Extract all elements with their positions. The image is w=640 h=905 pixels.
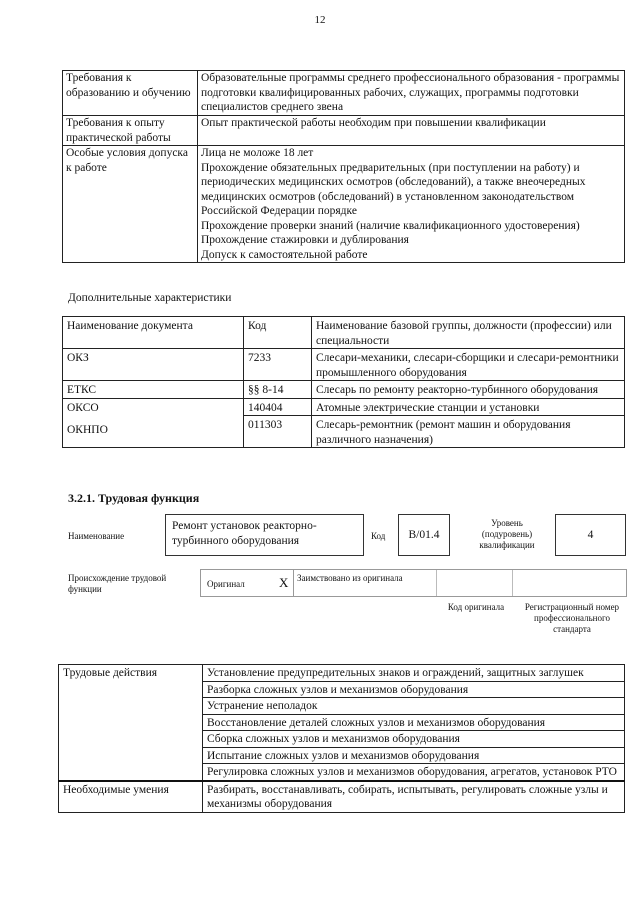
cell: 7233 <box>244 349 312 381</box>
borrowed-label: Заимствовано из оригинала <box>297 573 403 583</box>
table-row <box>59 781 625 813</box>
row-label: Трудовые действия <box>59 665 203 781</box>
cell: §§ 8-14 <box>244 381 312 399</box>
cell: ОКЗ <box>63 349 244 381</box>
page-number: 12 <box>314 14 326 26</box>
doc-name: ОКНПО <box>67 423 108 436</box>
cell: ЕТКС <box>63 381 244 399</box>
reg-number-label: Регистрационный номер профессионального стандарта <box>524 602 620 634</box>
condition-line: Лица не моложе 18 лет <box>201 147 314 159</box>
cell: Атомные электрические станции и установки <box>312 398 625 416</box>
original-label: Оригинал <box>207 579 245 589</box>
section-title: 3.2.1. Трудовая функция <box>68 491 200 505</box>
row-label: Особые условия допуска к работе <box>63 146 198 263</box>
header-cell: Наименование документа <box>63 317 244 349</box>
table-header-row <box>63 317 625 349</box>
function-code: В/01.4 <box>398 514 450 556</box>
table-row <box>63 381 625 399</box>
actions-table <box>58 664 625 813</box>
condition-line: Допуск к самостоятельной работе <box>201 248 368 261</box>
cell: Испытание сложных узлов и механизмов оборудования <box>203 747 625 764</box>
row-value: Опыт практической работы необходим при повышении квалификации <box>198 116 625 146</box>
table-row <box>63 71 625 116</box>
header-cell: Код <box>244 317 312 349</box>
cell: Устранение неполадок <box>203 698 625 715</box>
table-row <box>63 116 625 146</box>
cell: 140404 <box>244 398 312 416</box>
table-row <box>59 665 625 682</box>
row-value: Образовательные программы среднего профессионального образования - программы подготовки квалифицированных рабочих, служащих, программы подготовки специалистов среднего звена <box>198 71 625 116</box>
row-label: Требования к образованию и обучению <box>63 71 198 116</box>
condition-line: Прохождение стажировки и дублирования <box>201 234 409 246</box>
row-value <box>198 146 625 263</box>
cell: Слесари-механики, слесари-сборщики и слесари-ремонтники промышленного оборудования <box>312 349 625 381</box>
cell: Слесарь по ремонту реакторно-турбинного оборудования <box>312 381 625 399</box>
condition-line: Прохождение проверки знаний (наличие квалификационного удостоверения) <box>201 219 580 232</box>
condition-line: Прохождение обязательных предварительных (при поступлении на работу) и периодических медицинских осмотров (обследований), а также внеочередных медицинских осмотров (обследований) в установленном законодательством Российской Федерации порядке <box>201 161 586 217</box>
cell: Сборка сложных узлов и механизмов оборудования <box>203 731 625 748</box>
table-row <box>63 349 625 381</box>
doc-name: ОКСО <box>67 401 99 414</box>
cell: Установление предупредительных знаков и ограждений, защитных заглушек <box>203 665 625 682</box>
origin-label: Происхождение трудовой функции <box>68 573 167 594</box>
divider <box>436 570 437 596</box>
cell <box>63 398 244 448</box>
divider <box>293 570 294 596</box>
original-mark: X <box>279 575 289 590</box>
cell: 011303 <box>244 416 312 448</box>
cell: Регулировка сложных узлов и механизмов оборудования, агрегатов, установок РТО <box>203 764 625 781</box>
cell: Восстановление деталей сложных узлов и механизмов оборудования <box>203 714 625 731</box>
level-value: 4 <box>555 514 626 556</box>
cell: Разборка сложных узлов и механизмов оборудования <box>203 681 625 698</box>
table-row <box>63 398 625 416</box>
origin-row <box>200 569 627 597</box>
level-label: Уровень (подуровень) квалификации <box>479 518 535 550</box>
code-original-label: Код оригинала <box>447 602 505 612</box>
additional-table <box>62 316 625 448</box>
requirements-table <box>62 70 625 263</box>
header-cell: Наименование базовой группы, должности (профессии) или специальности <box>312 317 625 349</box>
function-name: Ремонт установок реакторно-турбинного оборудования <box>165 514 364 556</box>
code-label: Код <box>371 531 386 541</box>
additional-title: Дополнительные характеристики <box>68 292 232 304</box>
row-label: Необходимые умения <box>59 781 203 813</box>
cell: Слесарь-ремонтник (ремонт машин и оборудования различного назначения) <box>312 416 625 448</box>
table-row <box>63 146 625 263</box>
row-label: Требования к опыту практической работы <box>63 116 198 146</box>
cell: Разбирать, восстанавливать, собирать, испытывать, регулировать сложные узлы и механизмы оборудования <box>203 781 625 813</box>
divider <box>512 570 513 596</box>
name-label: Наименование <box>68 531 125 541</box>
